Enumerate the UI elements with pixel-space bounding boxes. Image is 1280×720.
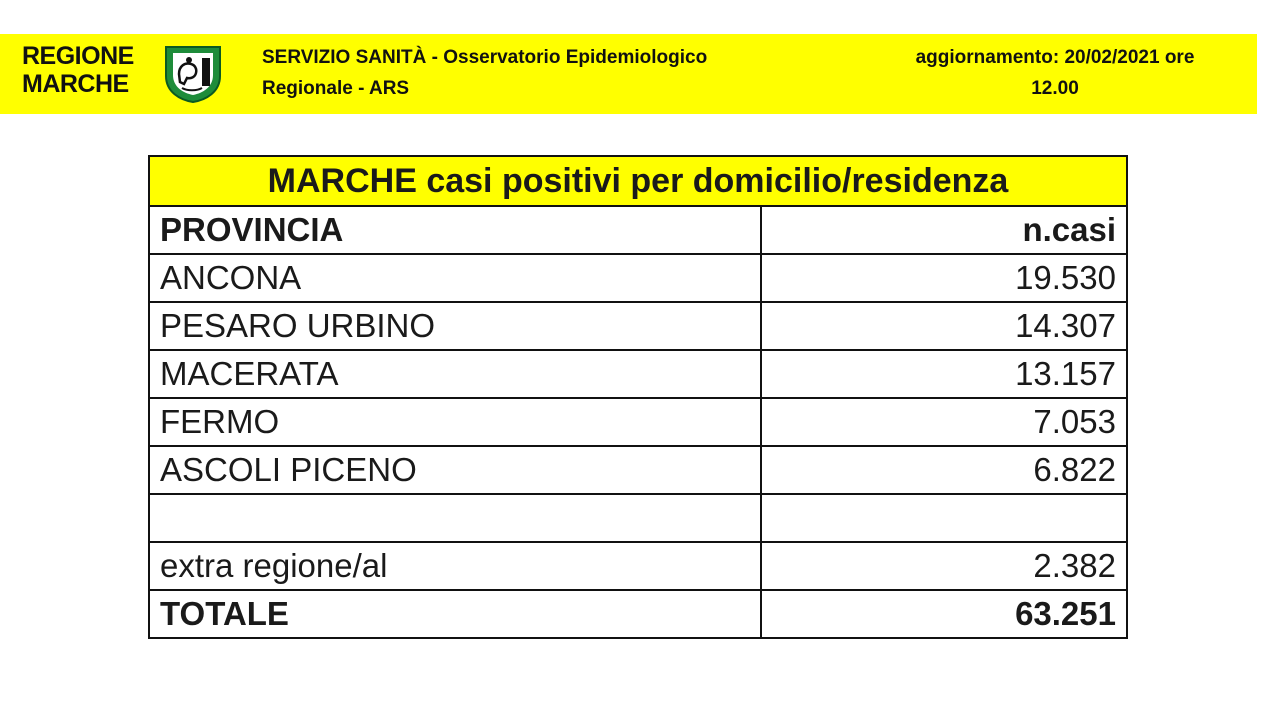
table-row (149, 542, 1127, 590)
regione-marche-logo (22, 42, 232, 106)
column-header-provincia: PROVINCIA (149, 206, 761, 254)
update-line-2: 12.00 (1031, 78, 1079, 99)
total-value: 63.251 (761, 590, 1127, 638)
casi-cell (761, 494, 1127, 542)
table-row (149, 302, 1127, 350)
table-total-row (149, 590, 1127, 638)
logo-text (22, 42, 134, 98)
table-header-row (149, 206, 1127, 254)
total-label: TOTALE (149, 590, 761, 638)
provincia-cell: extra regione/al (149, 542, 761, 590)
casi-cell: 2.382 (761, 542, 1127, 590)
provincia-cell (149, 494, 761, 542)
casi-cell: 6.822 (761, 446, 1127, 494)
logo-line-2: MARCHE (22, 70, 129, 98)
casi-cell: 14.307 (761, 302, 1127, 350)
casi-cell: 7.053 (761, 398, 1127, 446)
table-row (149, 446, 1127, 494)
provincia-cell: ASCOLI PICENO (149, 446, 761, 494)
provincia-cell: PESARO URBINO (149, 302, 761, 350)
table-row-empty (149, 494, 1127, 542)
header-title-line-1: SERVIZIO SANITÀ - Osservatorio Epidemiologico (262, 47, 708, 68)
column-header-casi: n.casi (761, 206, 1127, 254)
update-line-1: aggiornamento: 20/02/2021 ore (915, 47, 1195, 68)
update-timestamp (860, 42, 1250, 104)
provincia-cell: MACERATA (149, 350, 761, 398)
cases-table (148, 155, 1128, 639)
table-row (149, 398, 1127, 446)
table-title: MARCHE casi positivi per domicilio/residenza (149, 156, 1127, 206)
regione-marche-emblem-icon (162, 44, 224, 104)
table-row (149, 254, 1127, 302)
table-row (149, 350, 1127, 398)
logo-line-1: REGIONE (22, 42, 134, 70)
header-title-line-2: Regionale - ARS (262, 78, 410, 99)
casi-cell: 13.157 (761, 350, 1127, 398)
cases-table-wrapper (148, 155, 1128, 639)
header-title (262, 42, 822, 104)
casi-cell: 19.530 (761, 254, 1127, 302)
table-title-row (149, 156, 1127, 206)
provincia-cell: FERMO (149, 398, 761, 446)
provincia-cell: ANCONA (149, 254, 761, 302)
